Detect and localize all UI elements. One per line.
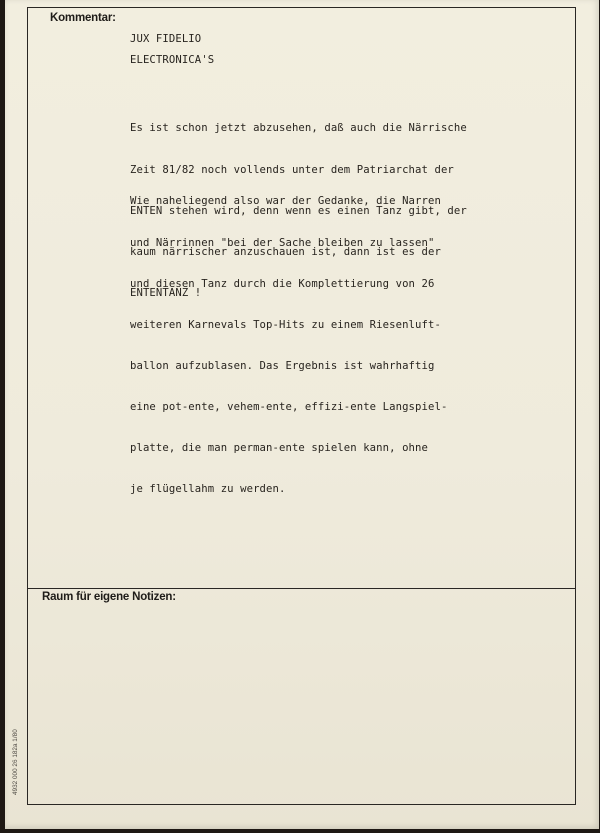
typed-title-line2: ELECTRONICA'S xyxy=(130,54,215,66)
paragraph-line: und Närrinnen "bei der Sache bleiben zu lassen" xyxy=(130,236,435,249)
typed-title-line1: JUX FIDELIO xyxy=(130,33,202,45)
notes-label: Raum für eigene Notizen: xyxy=(42,591,176,603)
paragraph-line: kaum närrischer anzuschauen ist, dann ist es der xyxy=(130,245,441,258)
paragraph-line: ENTENTANZ ! xyxy=(130,286,202,299)
paragraph-line: Es ist schon jetzt abzusehen, daß auch die Närrische xyxy=(130,122,467,135)
comment-label: Kommentar: xyxy=(50,12,116,24)
paragraph-line: Zeit 81/82 noch vollends unter dem Patriarchat der xyxy=(130,163,454,176)
typed-paragraph-2 xyxy=(130,168,447,524)
paragraph-line: Wie naheliegend also war der Gedanke, die Narren xyxy=(130,195,441,208)
paragraph-line: je flügellahm zu werden. xyxy=(130,483,286,496)
paragraph-line: und diesen Tanz durch die Komplettierung von 26 xyxy=(130,277,435,290)
paragraph-line: eine pot-ente, vehem-ente, effizi-ente Langspiel- xyxy=(130,400,448,413)
paragraph-line: platte, die man perman-ente spielen kann, ohne xyxy=(130,442,428,455)
paragraph-line: weiteren Karnevals Top-Hits zu einem Riesenluft- xyxy=(130,318,441,331)
print-code: 4932 000 26 182a 1/80 xyxy=(12,729,19,795)
paragraph-line: ballon aufzublasen. Das Ergebnis ist wahrhaftig xyxy=(130,359,435,372)
paragraph-line: ENTEN stehen wird, denn wenn es einen Tanz gibt, der xyxy=(130,204,467,217)
section-divider xyxy=(27,588,576,589)
